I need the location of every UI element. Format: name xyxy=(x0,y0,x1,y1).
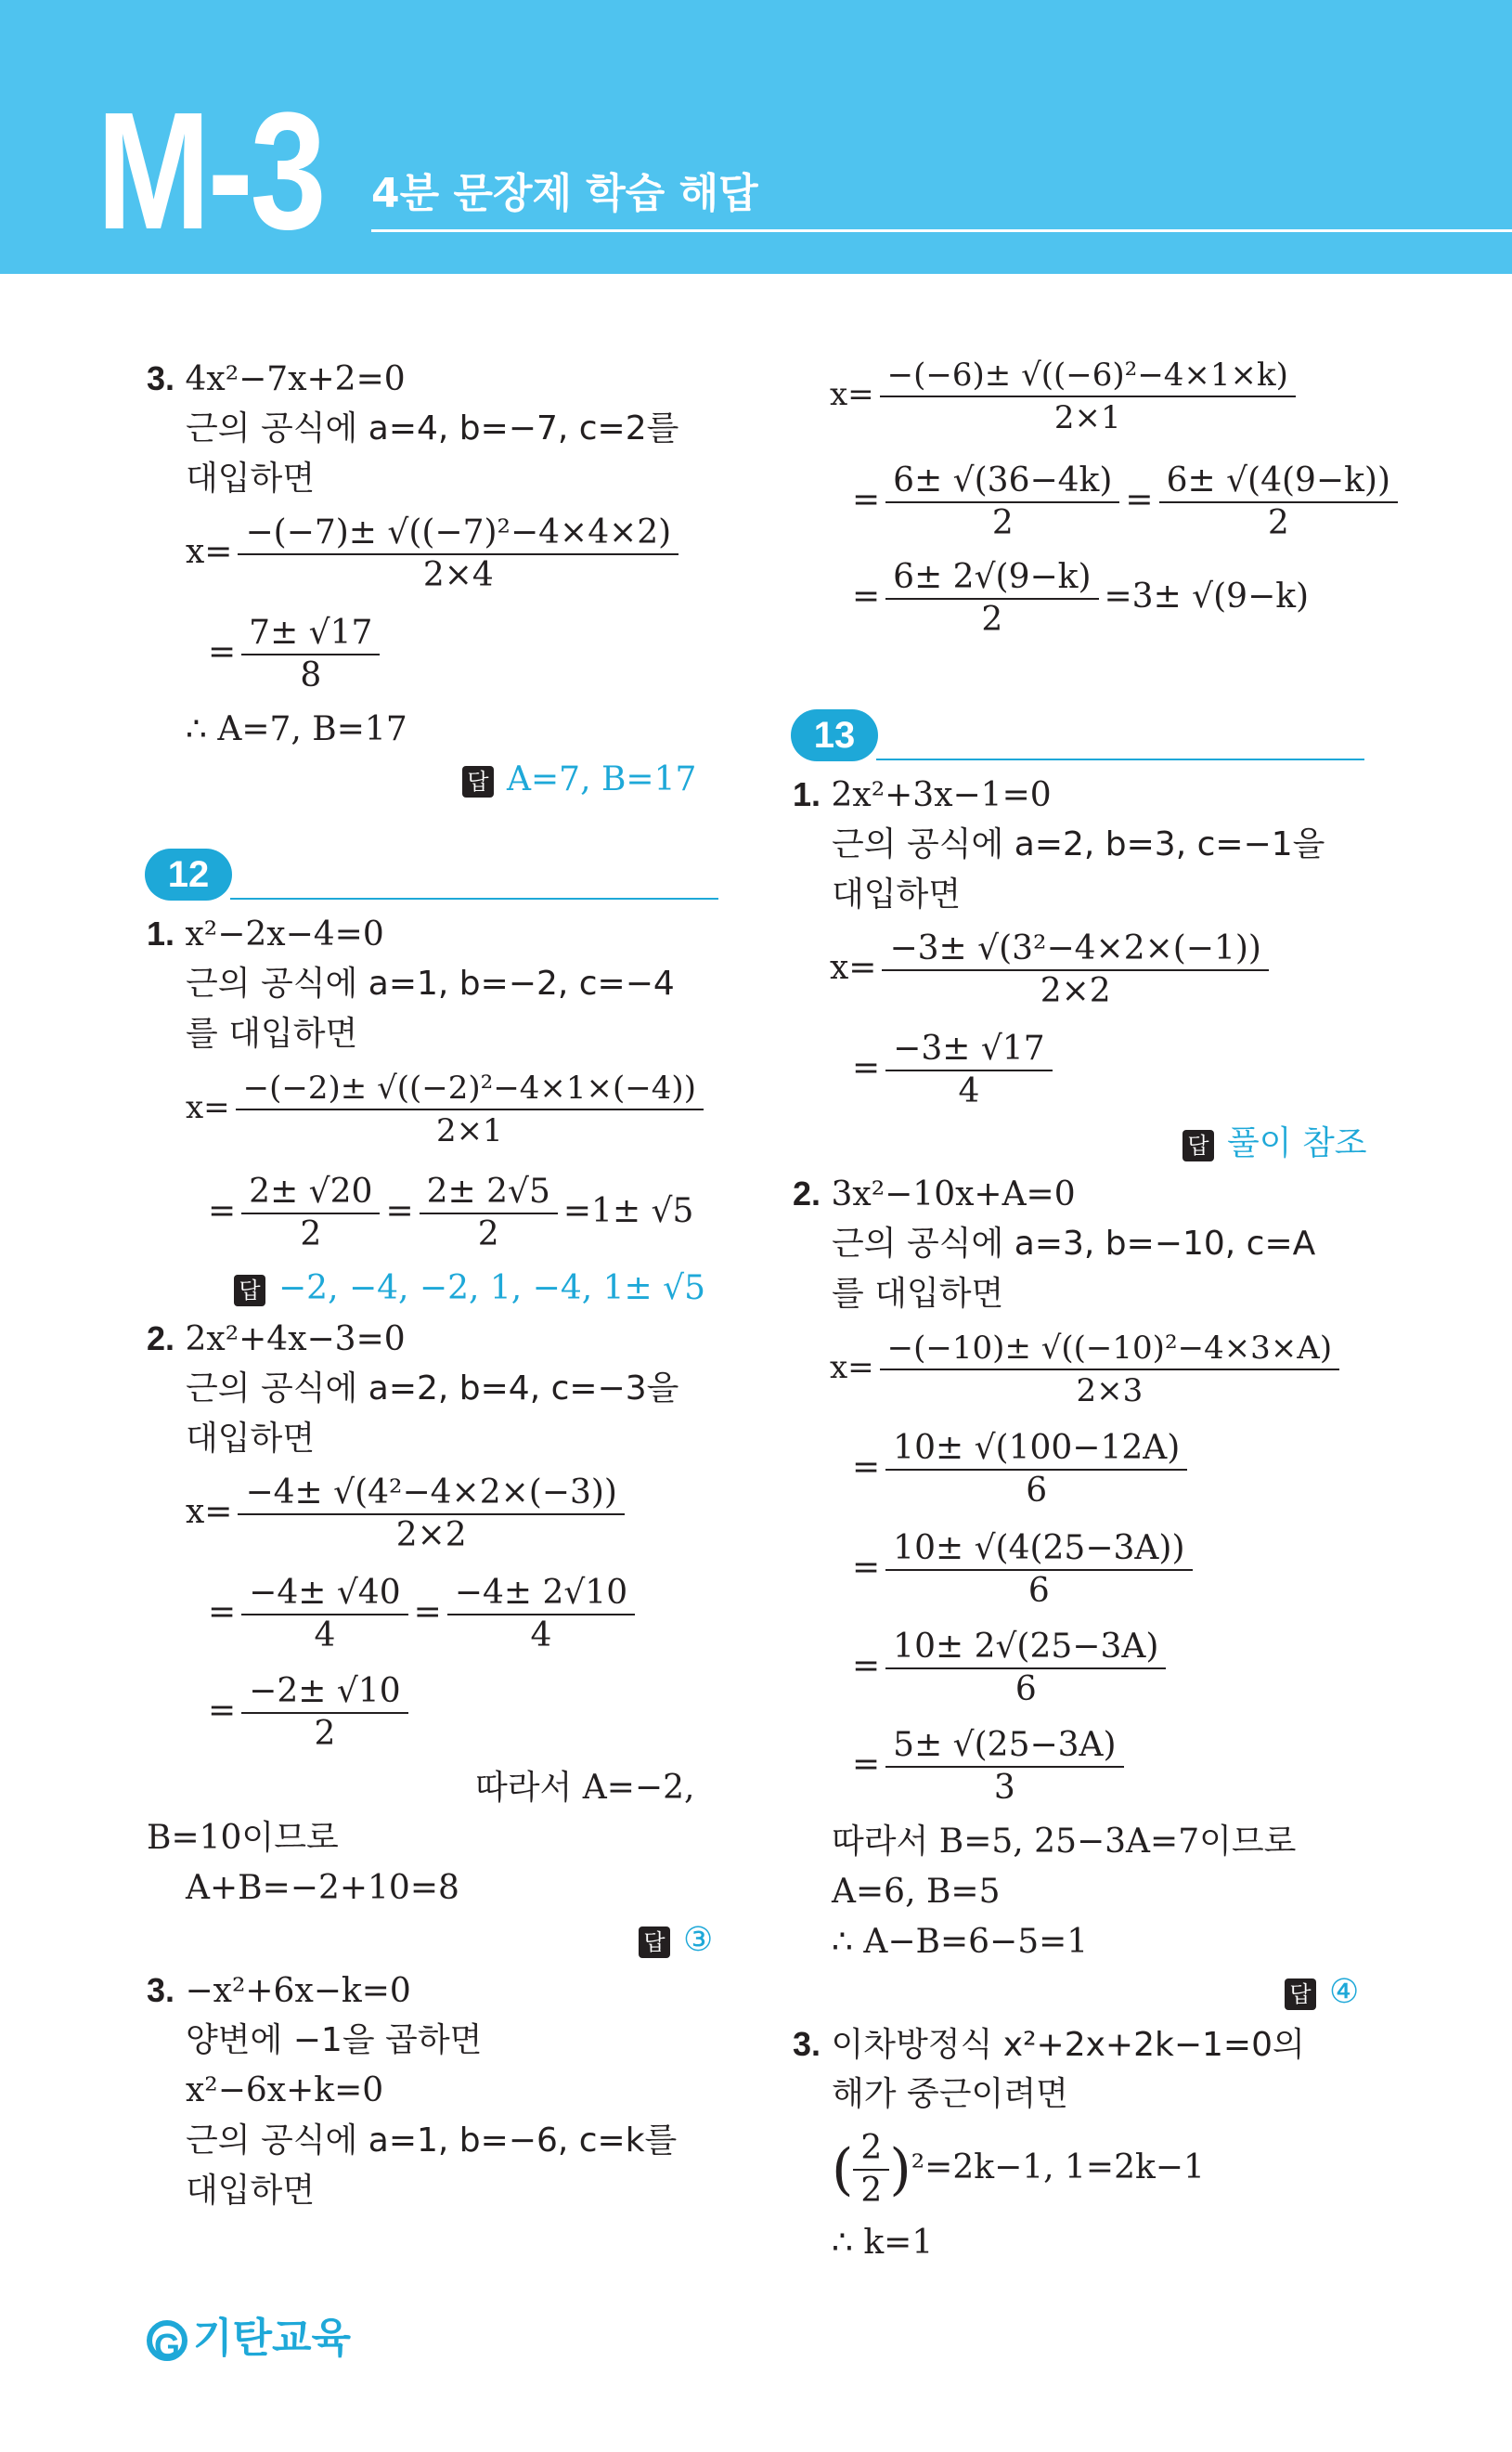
s12-problem-3-text-3: 근의 공식에 a=1, b=−6, c=k를 xyxy=(186,2121,678,2160)
s12-problem-2-text-2: 대입하면 xyxy=(186,1420,316,1458)
fraction: $\frac{-4\pm 2√10}{4}$ xyxy=(447,1573,635,1656)
fraction: $\frac{10\pm √(4(25-3A))}{6}$ xyxy=(885,1528,1192,1612)
logo-icon: G xyxy=(147,2320,187,2361)
answer-icon: 답 xyxy=(462,766,494,798)
answer-icon: 답 xyxy=(639,1927,670,1958)
s12-problem-1-text-1: 근의 공식에 a=1, b=−2, c=−4 xyxy=(186,965,675,1003)
fraction: $\frac{-2\pm √10}{2}$ xyxy=(241,1671,407,1755)
s12-problem-1-text-2: 를 대입하면 xyxy=(186,1015,358,1053)
s13-problem-1-equation: 1. 2x²+3x−1=0 xyxy=(793,775,1052,814)
fraction: $\frac{\text{−4± √(4²−4×2×(−3))}}{2\times 2}$ xyxy=(238,1472,625,1556)
header-banner xyxy=(0,0,1512,274)
s12-problem-2-formula-2: = $\frac{-4\pm √40}{4}$ = $\frac{-4\pm 2√10}{4}$ xyxy=(208,1573,640,1656)
s12-problem-2-text-5: A+B=−2+10=8 xyxy=(186,1869,459,1907)
s13-problem-3-result: ∴ k=1 xyxy=(832,2224,934,2262)
fraction: $\frac{2\pm 2√5}{2}$ xyxy=(420,1172,558,1255)
fraction: $\frac{10\pm 2√(25-3A)}{6}$ xyxy=(885,1627,1166,1710)
s13-problem-2-answer: 답 ④ xyxy=(1285,1972,1359,2013)
s13-problem-2-formula-2: = $\frac{10\pm √(100-12A)}{6}$ xyxy=(852,1428,1193,1511)
s13-problem-3-formula: ( $\frac{2}{2}$ )²=2k−1, 1=2k−1 xyxy=(832,2129,1205,2210)
s12-problem-1-formula-2: = $\frac{2\pm √20}{2}$ = $\frac{2\pm 2√5}{2}$ =1± √5 xyxy=(208,1173,694,1253)
s12-problem-1-answer: 답 −2, −4, −2, 1, −4, 1± √5 xyxy=(234,1268,705,1309)
s12-problem-2-text-3: 따라서 A=−2, xyxy=(475,1769,695,1807)
answer-icon: 답 xyxy=(1182,1130,1214,1161)
header-divider xyxy=(371,229,1512,232)
fraction: $\frac{2\pm √20}{2}$ xyxy=(241,1172,380,1255)
s12-problem-3-text-4: 대입하면 xyxy=(186,2172,316,2210)
fraction: $\frac{6\pm √(4(9-k))}{2}$ xyxy=(1159,461,1398,544)
s12-problem-2-answer: 답 ③ xyxy=(639,1920,713,1961)
s12-problem-1-formula-1: x= $\frac{\text{−(−2)± √((−2)²−4×1×(−4))}}{2\times 1}$ xyxy=(186,1068,709,1151)
s13-problem-2-text-1: 근의 공식에 a=3, b=−10, c=A xyxy=(832,1225,1316,1263)
unit-title: 4분 문장제 학습 해답 xyxy=(371,170,758,217)
problem-3-formula-1: x= $\frac{\text{−(−7)± √((−7)²−4×4×2)}}{2\times 4}$ xyxy=(186,512,684,596)
s13-problem-2-text-2: 를 대입하면 xyxy=(832,1275,1004,1313)
problem-3-formula-2: = $\frac{7\pm √17}{8}$ xyxy=(208,613,385,696)
problem-3-equation: 3. 4x²−7x+2=0 xyxy=(147,359,406,398)
s13-problem-2-formula-5: = $\frac{5\pm √(25-3A)}{3}$ xyxy=(852,1725,1130,1809)
fraction: $\frac{7\pm √17}{8}$ xyxy=(241,613,380,696)
answer-icon: 답 xyxy=(1285,1978,1316,2010)
cont-formula-3: = $\frac{6\pm 2√(9-k)}{2}$ =3± √(9−k) xyxy=(852,558,1310,639)
fraction: $\frac{-4\pm √40}{4}$ xyxy=(241,1573,407,1656)
fraction: $\frac{5\pm √(25-3A)}{3}$ xyxy=(885,1725,1123,1809)
s13-problem-2-text-3: 따라서 B=5, 25−3A=7이므로 xyxy=(832,1823,1297,1861)
s13-problem-1-text-2: 대입하면 xyxy=(832,876,962,914)
section-12-badge: 12 xyxy=(145,849,232,901)
s12-problem-3-text-2: x²−6x+k=0 xyxy=(186,2071,384,2109)
fraction: $\frac{\text{−(−6)± √((−6)²−4×1×k)}}{2\times 1}$ xyxy=(880,355,1296,438)
fraction: $\frac{\text{−(−10)± √((−10)²−4×3×A)}}{2\times 3}$ xyxy=(880,1328,1339,1411)
fraction: $\frac{\text{−(−7)± √((−7)²−4×4×2)}}{2\times 4}$ xyxy=(238,512,678,596)
fraction: $\frac{2}{2}$ xyxy=(853,2128,889,2212)
s12-problem-2-formula-3: = $\frac{-2\pm √10}{2}$ xyxy=(208,1671,414,1755)
cont-formula-1: x= $\frac{\text{−(−6)± √((−6)²−4×1×k)}}{2\times 1}$ xyxy=(830,355,1301,438)
s12-problem-2-text-4: B=10이므로 xyxy=(147,1819,339,1857)
s12-problem-3-equation: 3. −x²+6x−k=0 xyxy=(147,1971,411,2010)
problem-3-text-1: 근의 공식에 a=4, b=−7, c=2를 xyxy=(186,409,679,448)
s13-problem-1-text-1: 근의 공식에 a=2, b=3, c=−1을 xyxy=(832,825,1325,863)
s12-problem-2-text-1: 근의 공식에 a=2, b=4, c=−3을 xyxy=(186,1369,679,1408)
answer-icon: 답 xyxy=(234,1275,265,1306)
s12-problem-1-equation: 1. x²−2x−4=0 xyxy=(147,915,384,954)
section-13-rule xyxy=(876,759,1364,760)
s13-problem-2-text-4: A=6, B=5 xyxy=(832,1873,1001,1911)
s13-problem-1-formula-1: x= $\frac{\text{−3± √(3²−4×2×(−1))}}{2\times 2}$ xyxy=(830,928,1274,1012)
s13-problem-2-formula-3: = $\frac{10\pm √(4(25-3A))}{6}$ xyxy=(852,1528,1198,1612)
section-13-badge: 13 xyxy=(791,709,878,761)
problem-3-text-2: 대입하면 xyxy=(186,460,316,498)
s13-problem-2-formula-4: = $\frac{10\pm 2√(25-3A)}{6}$ xyxy=(852,1627,1171,1710)
s12-problem-2-equation: 2. 2x²+4x−3=0 xyxy=(147,1319,406,1358)
right-paren: ) xyxy=(889,2137,911,2202)
unit-code: M-3 xyxy=(97,78,324,265)
fraction: $\frac{-3\pm √17}{4}$ xyxy=(885,1029,1052,1112)
fraction: $\frac{\text{−3± √(3²−4×2×(−1))}}{2\times 2}$ xyxy=(882,928,1269,1012)
section-12-rule xyxy=(230,898,718,900)
s13-problem-2-formula-1: x= $\frac{\text{−(−10)± √((−10)²−4×3×A)}}{2\times 3}$ xyxy=(830,1328,1345,1411)
fraction: $\frac{\text{−(−2)± √((−2)²−4×1×(−4))}}{2\times 1}$ xyxy=(236,1068,704,1151)
fraction: $\frac{10\pm √(100-12A)}{6}$ xyxy=(885,1428,1187,1511)
publisher-logo: G 기탄교육 xyxy=(147,2304,351,2364)
s12-problem-3-text-1: 양변에 −1을 곱하면 xyxy=(186,2021,483,2059)
fraction: $\frac{6\pm √(36-4k)}{2}$ xyxy=(885,461,1119,544)
problem-3-answer: 답 A=7, B=17 xyxy=(462,759,696,800)
left-paren: ( xyxy=(832,2137,854,2202)
problem-3-result: ∴ A=7, B=17 xyxy=(186,710,407,748)
fraction: $\frac{6\pm 2√(9-k)}{2}$ xyxy=(885,557,1098,641)
cont-formula-2: = $\frac{6\pm √(36-4k)}{2}$ = $\frac{6\pm √(4(9-k))}{2}$ xyxy=(852,461,1403,544)
s13-problem-3-text-2: 해가 중근이려면 xyxy=(832,2075,1068,2113)
s13-problem-2-equation: 2. 3x²−10x+A=0 xyxy=(793,1174,1076,1213)
s12-problem-2-formula-1: x= $\frac{\text{−4± √(4²−4×2×(−3))}}{2\times 2}$ xyxy=(186,1472,630,1556)
s13-problem-1-formula-2: = $\frac{-3\pm √17}{4}$ xyxy=(852,1029,1058,1112)
s13-problem-3-text-1: 3. 이차방정식 x²+2x+2k−1=0의 xyxy=(793,2025,1305,2064)
s13-problem-2-text-5: ∴ A−B=6−5=1 xyxy=(832,1923,1089,1961)
s13-problem-1-answer: 답 풀이 참조 xyxy=(1182,1123,1367,1164)
